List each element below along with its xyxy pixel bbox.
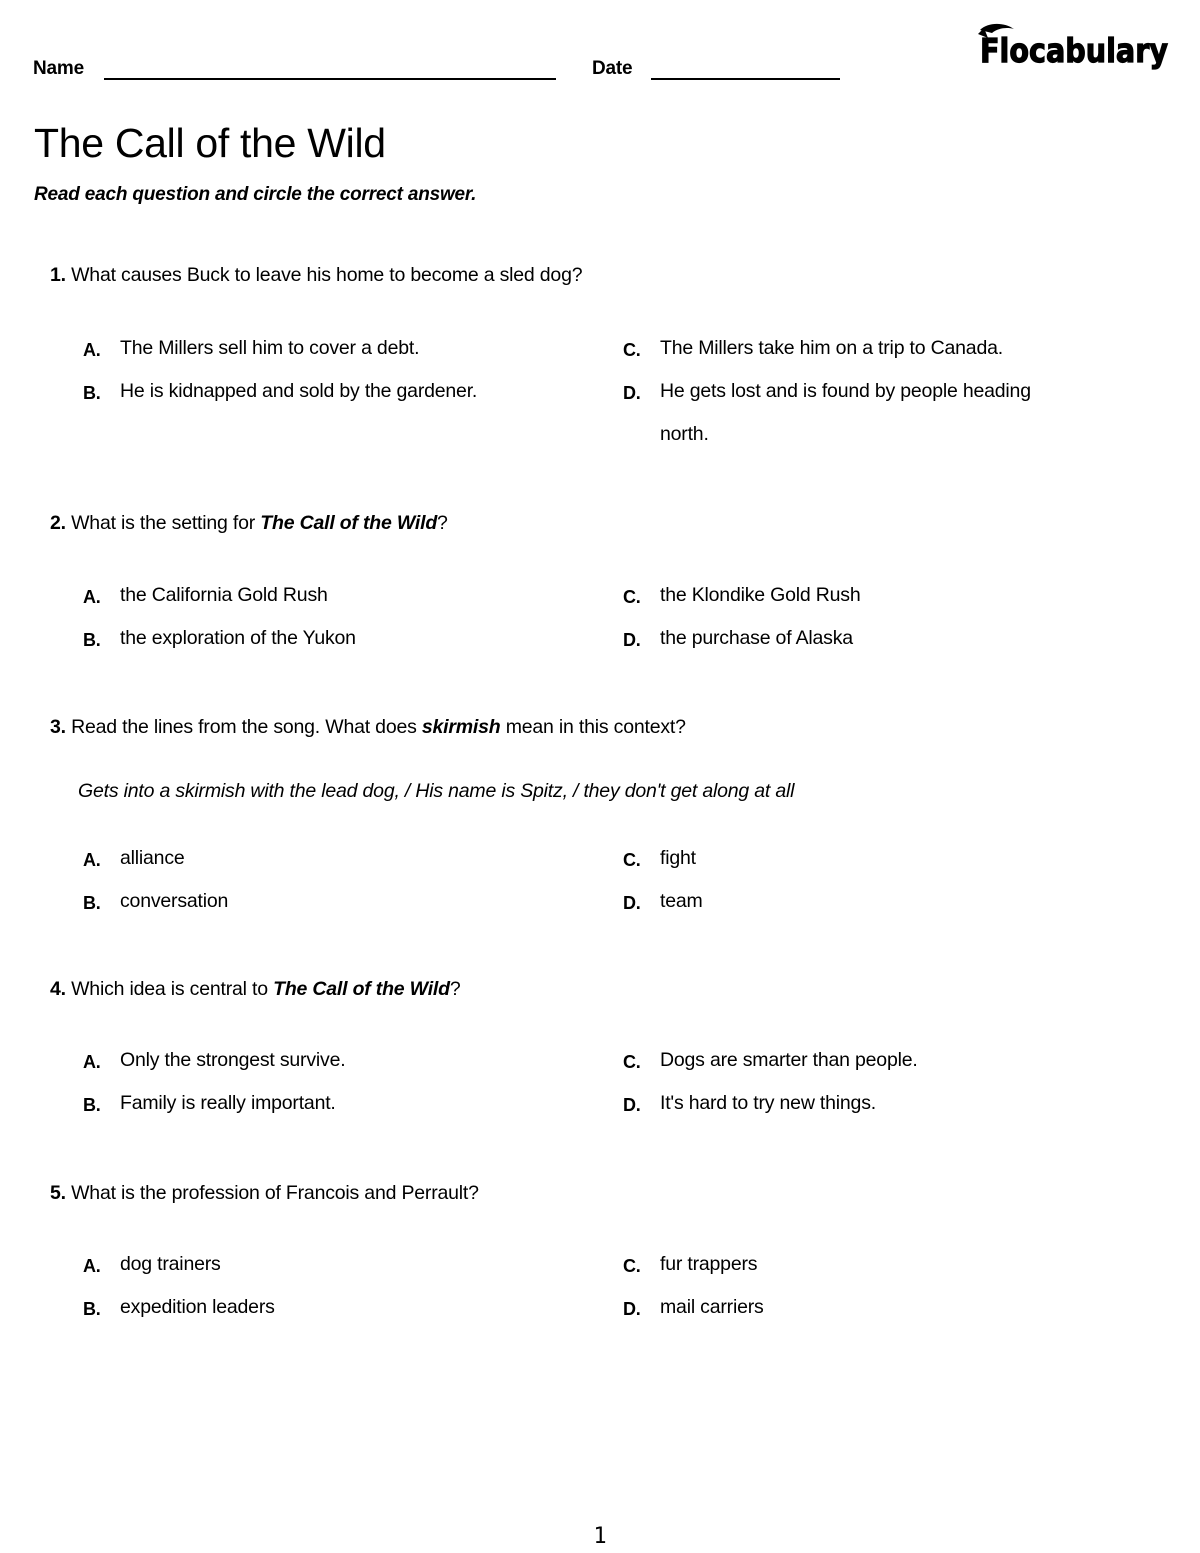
option-letter: D. xyxy=(623,383,641,403)
book-title: The Call of the Wild xyxy=(273,978,450,1000)
option-text: fur trappers xyxy=(660,1253,758,1275)
option-letter: B. xyxy=(83,383,101,403)
logo-wordmark: Flocabulary xyxy=(980,31,1168,70)
option-letter: C. xyxy=(623,1256,641,1276)
name-field-line[interactable] xyxy=(104,78,556,80)
question-text: Read the lines from the song. What does xyxy=(71,716,422,738)
date-field-line[interactable] xyxy=(651,78,840,80)
option-text: Family is really important. xyxy=(120,1092,336,1114)
option-text: the Klondike Gold Rush xyxy=(660,584,861,606)
question-stem xyxy=(50,264,582,287)
option-letter: A. xyxy=(83,850,101,870)
vocab-word: skirmish xyxy=(421,716,501,738)
option-letter: B. xyxy=(83,893,101,913)
option-text: Only the strongest survive. xyxy=(120,1049,346,1071)
question-number: 3. xyxy=(50,716,66,738)
song-quote: Gets into a skirmish with the lead dog, / His name is Spitz, / they don't get along at all xyxy=(78,780,795,802)
option-text: He is kidnapped and sold by the gardener. xyxy=(120,380,478,402)
date-label: Date xyxy=(592,58,633,79)
question-text-end: ? xyxy=(449,978,461,1000)
option-text: The Millers sell him to cover a debt. xyxy=(120,337,420,359)
question-text: What is the setting for xyxy=(71,512,261,534)
question-number: 5. xyxy=(50,1182,66,1204)
option-text: Dogs are smarter than people. xyxy=(660,1049,918,1071)
option-letter: A. xyxy=(83,1052,101,1072)
option-text: the purchase of Alaska xyxy=(660,627,853,649)
option-text: The Millers take him on a trip to Canada. xyxy=(660,337,1003,359)
option-text: It's hard to try new things. xyxy=(660,1092,876,1114)
name-label: Name xyxy=(33,58,84,79)
option-text: the exploration of the Yukon xyxy=(120,627,356,649)
option-letter: D. xyxy=(623,630,641,650)
worksheet-title: The Call of the Wild xyxy=(34,120,386,166)
question-text: What causes Buck to leave his home to become a sled dog? xyxy=(71,264,583,286)
question-stem xyxy=(50,512,448,535)
question-number: 2. xyxy=(50,512,66,534)
option-text: conversation xyxy=(120,890,229,912)
option-letter: C. xyxy=(623,850,641,870)
option-letter: B. xyxy=(83,1095,101,1115)
flocabulary-logo xyxy=(974,20,1174,72)
book-title: The Call of the Wild xyxy=(260,512,438,534)
option-text: expedition leaders xyxy=(120,1296,275,1318)
option-letter: D. xyxy=(623,1299,641,1319)
option-letter: B. xyxy=(83,630,101,650)
option-letter: D. xyxy=(623,893,641,913)
question-stem xyxy=(50,978,461,1001)
option-letter: A. xyxy=(83,587,101,607)
option-letter: A. xyxy=(83,340,101,360)
option-letter: C. xyxy=(623,587,641,607)
question-number: 4. xyxy=(50,978,66,1000)
question-number: 1. xyxy=(50,264,66,286)
question-stem xyxy=(50,1182,479,1205)
option-letter: D. xyxy=(623,1095,641,1115)
option-text: team xyxy=(660,890,703,912)
question-text: What is the profession of Francois and Perrault? xyxy=(71,1182,479,1204)
option-letter: C. xyxy=(623,1052,641,1072)
option-letter: B. xyxy=(83,1299,101,1319)
question-text: Which idea is central to xyxy=(71,978,274,1000)
page-number: 1 xyxy=(593,1524,607,1549)
option-text: dog trainers xyxy=(120,1253,221,1275)
option-text: fight xyxy=(660,847,696,869)
instructions: Read each question and circle the correct answer. xyxy=(34,184,477,205)
option-text: alliance xyxy=(120,847,185,869)
option-text: mail carriers xyxy=(660,1296,764,1318)
option-text: the California Gold Rush xyxy=(120,584,328,606)
question-text-end: mean in this context? xyxy=(500,716,686,738)
option-text: He gets lost and is found by people heading north. xyxy=(660,380,1031,445)
option-letter: C. xyxy=(623,340,641,360)
question-text-end: ? xyxy=(437,512,448,534)
option-letter: A. xyxy=(83,1256,101,1276)
question-stem xyxy=(50,716,686,739)
